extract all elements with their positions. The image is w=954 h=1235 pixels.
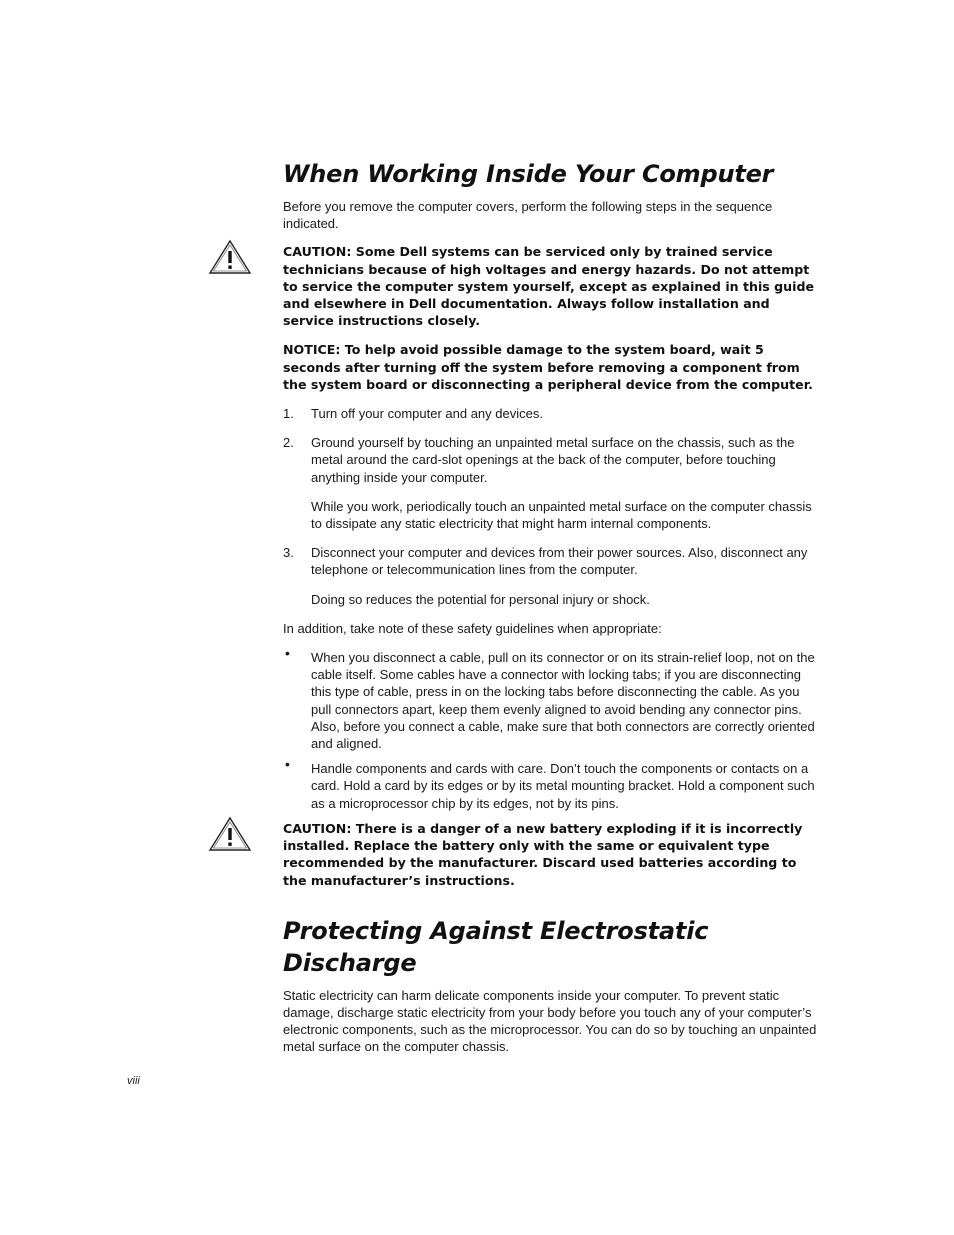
section-title-working-inside: When Working Inside Your Computer: [283, 160, 774, 188]
step-number: 2.: [283, 435, 294, 451]
page-content: [283, 158, 818, 1056]
list-item: [283, 756, 818, 812]
step-item: [283, 405, 818, 422]
step-text: Disconnect your computer and devices from their power sources. Also, disconnect any telephone or telecommunication lines from the computer.: [311, 545, 808, 578]
step-subtext: Doing so reduces the potential for personal injury or shock.: [311, 591, 650, 607]
section-title-esd: Protecting Against Electrostatic Discharge: [283, 916, 709, 977]
warning-triangle-icon: [208, 239, 252, 275]
warning-triangle-icon: [208, 816, 252, 852]
step-number: 3.: [283, 545, 294, 561]
guidelines-list: [283, 645, 818, 812]
steps-list: [283, 405, 818, 608]
step-number: 1.: [283, 406, 294, 422]
caution-block-service: [283, 243, 818, 329]
bullet-icon: •: [285, 645, 290, 662]
list-item: [283, 645, 818, 752]
list-item-text: When you disconnect a cable, pull on its connector or on its strain-relief loop, not on the cable itself. Some cables have a connector with locking tabs; if you are disconnecting this type of cable, press in on the locking tabs before disconnecting the cable. As you pull connectors apart, keep them evenly aligned to avoid bending any connector pins. Also, before you connect a cable, make sure that both connectors are correctly oriented and aligned.: [311, 650, 815, 752]
caution-text-service: CAUTION: Some Dell systems can be serviced only by trained service technicians because of high voltages and energy hazards. Do not attempt to service the computer system yourself, except as explained in this guide and elsewhere in Dell documentation. Always follow installation and service instructions closely.: [283, 244, 815, 329]
step-item: [283, 544, 818, 608]
page-number: viii: [127, 1075, 140, 1087]
notice-text: NOTICE: To help avoid possible damage to the system board, wait 5 seconds after turning off the system before removing a component from the system board or disconnecting a peripheral device from the computer.: [283, 342, 813, 392]
intro-paragraph: Before you remove the computer covers, perform the following steps in the sequence indicated.: [283, 199, 773, 232]
notice-block: [283, 341, 818, 393]
step-item: [283, 434, 818, 532]
bullet-icon: •: [285, 756, 290, 773]
list-item-text: Handle components and cards with care. Don’t touch the components or contacts on a card. Hold a card by its edges or by its metal mounting bracket. Hold a component such as a microprocessor chip by its edges, not by its pins.: [311, 761, 815, 811]
caution-text-battery: CAUTION: There is a danger of a new battery exploding if it is incorrectly installed. Replace the battery only with the same or equivalent type recommended by the manufacturer. Discard used batteries according to the manufacturer’s instructions.: [283, 820, 803, 888]
step-text: Turn off your computer and any devices.: [311, 406, 543, 422]
guidelines-intro: In addition, take note of these safety guidelines when appropriate:: [283, 620, 662, 636]
esd-paragraph: Static electricity can harm delicate components inside your computer. To prevent static damage, discharge static electricity from your body before you touch any of your computer’s electronic components, such as the microprocessor. You can do so by touching an unpainted metal surface on the computer chassis.: [283, 987, 817, 1055]
step-subtext: While you work, periodically touch an unpainted metal surface on the computer chassis to dissipate any static electricity that might harm internal components.: [311, 498, 812, 532]
step-text: Ground yourself by touching an unpainted metal surface on the chassis, such as the metal around the card-slot openings at the back of the computer, before touching anything inside your computer.: [311, 435, 795, 485]
caution-block-battery: [283, 820, 818, 889]
